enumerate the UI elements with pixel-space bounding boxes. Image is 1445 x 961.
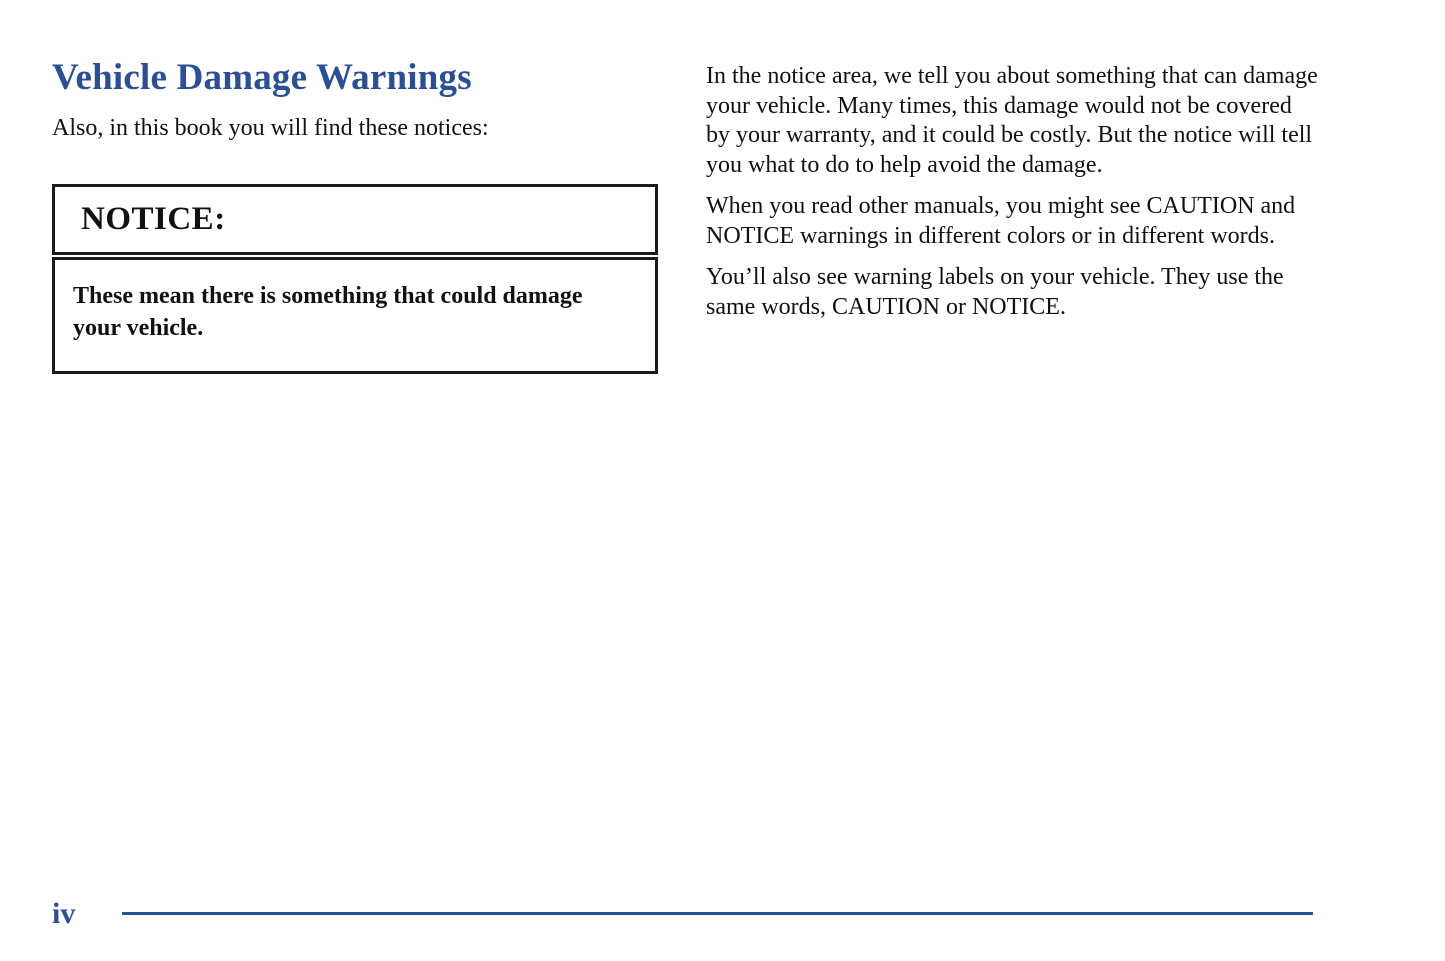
right-column bbox=[706, 62, 1320, 322]
notice-box bbox=[52, 184, 658, 374]
body-paragraph: In the notice area, we tell you about something that can damage your vehicle. Many times, this damage would not be covered by your warranty, and it could be costly. But the notice will tell you what to do to help avoid the damage. bbox=[706, 63, 1318, 178]
left-column bbox=[52, 58, 664, 374]
page-footer bbox=[0, 893, 1445, 929]
page-title: Vehicle Damage Warnings bbox=[52, 57, 472, 98]
notice-box-title: NOTICE: bbox=[52, 184, 658, 255]
body-paragraph: You’ll also see warning labels on your vehicle. They use the same words, CAUTION or NOTICE. bbox=[706, 264, 1284, 320]
intro-text: Also, in this book you will find these notices: bbox=[52, 114, 489, 141]
body-paragraph: When you read other manuals, you might see CAUTION and NOTICE warnings in different colors or in different words. bbox=[706, 193, 1296, 249]
page-number: iv bbox=[52, 897, 76, 930]
notice-box-body: These mean there is something that could damage your vehicle. bbox=[52, 257, 658, 374]
footer-rule bbox=[122, 912, 1313, 915]
